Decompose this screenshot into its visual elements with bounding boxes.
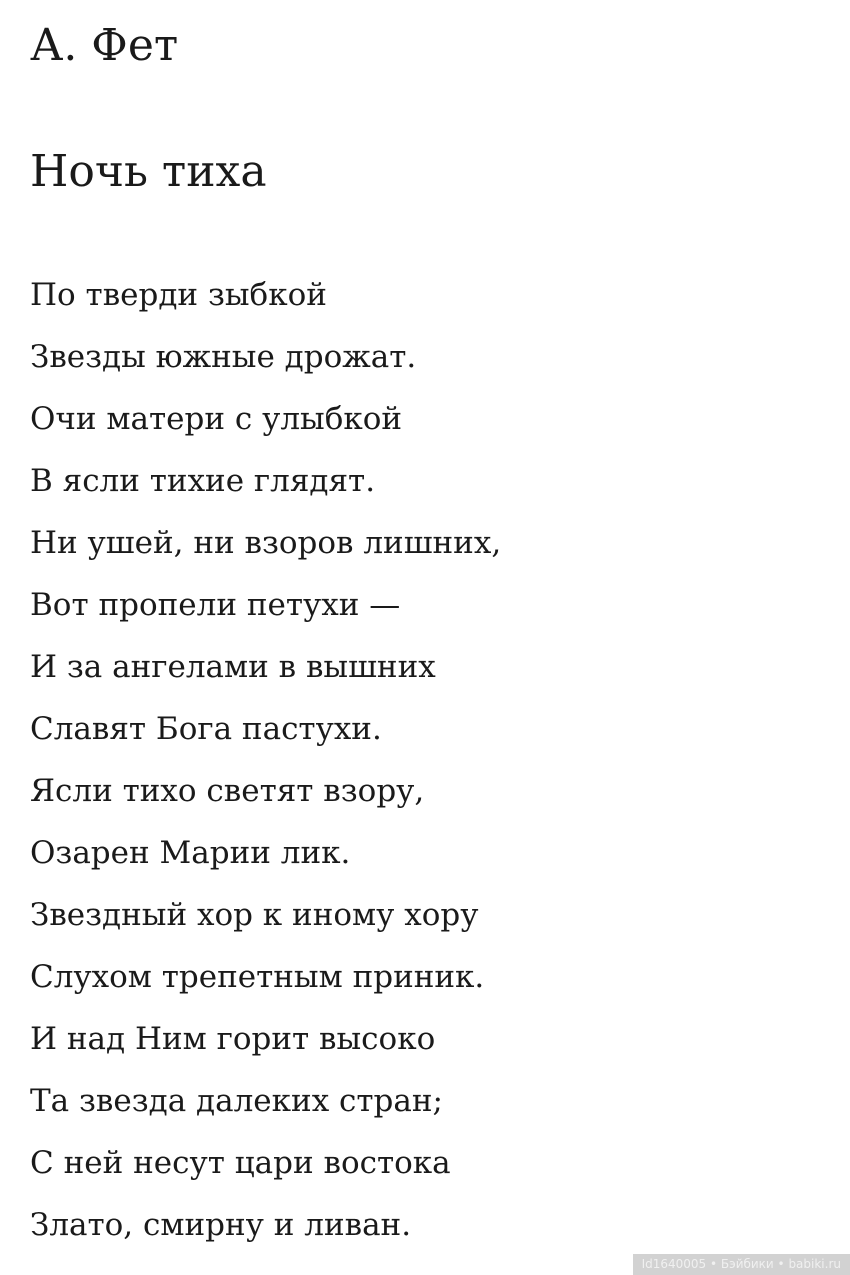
poem-line: Звездный хор к иному хору bbox=[30, 897, 479, 933]
poem-line: И над Ним горит высоко bbox=[30, 1021, 436, 1057]
poem-line: Ясли тихо светят взору, bbox=[30, 773, 425, 809]
poem-body bbox=[30, 264, 820, 1256]
site-watermark: Id1640005 • Бэйбики • babiki.ru bbox=[633, 1254, 850, 1275]
poem-line: Злато, смирну и ливан. bbox=[30, 1207, 412, 1243]
poem-line: Та звезда далеких стран; bbox=[30, 1083, 443, 1119]
poem-line: Ни ушей, ни взоров лишних, bbox=[30, 525, 502, 561]
poem-line: Вот пропели петухи — bbox=[30, 587, 401, 623]
poem-line: С ней несут цари востока bbox=[30, 1145, 451, 1181]
author-name: А. Фет bbox=[30, 20, 179, 71]
poem-line: И за ангелами в вышних bbox=[30, 649, 436, 685]
poem-line: Славят Бога пастухи. bbox=[30, 711, 382, 747]
poem-line: Озарен Марии лик. bbox=[30, 835, 351, 871]
poem-line: Очи матери с улыбкой bbox=[30, 401, 403, 437]
poem-line: В ясли тихие глядят. bbox=[30, 463, 376, 499]
poem-title: Ночь тиха bbox=[30, 146, 267, 197]
poem-line: Слухом трепетным приник. bbox=[30, 959, 485, 995]
poem-line: По тверди зыбкой bbox=[30, 277, 327, 313]
poem-line: Звезды южные дрожат. bbox=[30, 339, 417, 375]
